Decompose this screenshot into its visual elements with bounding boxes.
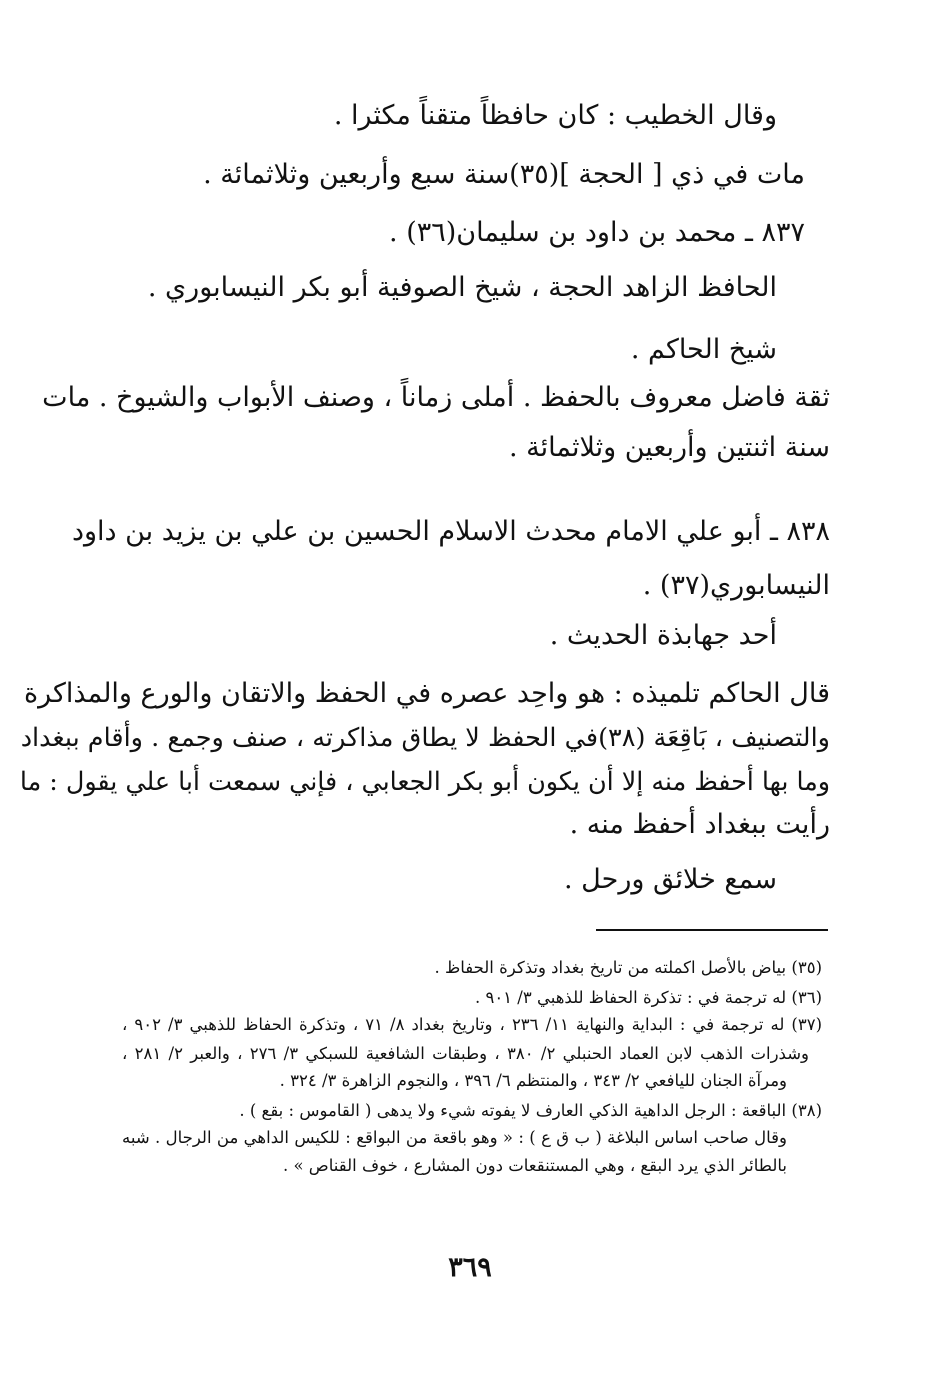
text-line-1: وقال الخطيب : كان حافظاً متقناً مكثرا . (333, 100, 777, 131)
text-line-4: الحافظ الزاهد الحجة ، شيخ الصوفية أبو بكر النيسابوري . (147, 272, 777, 303)
footnote-38-line-1: (٣٨) الباقعة : الرجل الداهية الذكي العارف لا يفوته شيء ولا يدهى ( القاموس : بقع ) . (239, 1101, 822, 1120)
text-line-11: قال الحاكم تلميذه : هو واحِد عصره في الحفظ والاتقان والورع والمذاكرة (24, 678, 830, 709)
text-line-9: النيسابوري(٣٧) . (642, 570, 830, 601)
footnote-37-line-1: (٣٧) له ترجمة في : البداية والنهاية ١١/ ٢٣٦ ، وتاريخ بغداد ٨/ ٧١ ، وتذكرة الحفاظ للذهبي ٣/ ٩٠٢ ، (122, 1015, 823, 1034)
page-number: ٣٦٩ (448, 1252, 492, 1283)
footnote-38-line-3: بالطائر الذي يرد البقع ، وهي المستنقعات دون المشارع ، خوف القناص » . (282, 1156, 787, 1175)
footnote-36: (٣٦) له ترجمة في : تذكرة الحفاظ للذهبي ٣/ ٩٠١ . (474, 988, 822, 1007)
text-line-12: والتصنيف ، بَاقِعَة (٣٨)في الحفظ لا يطاق مذاكرته ، صنف وجمع . وأقام ببغداد (20, 723, 830, 753)
text-line-15: سمع خلائق ورحل . (564, 864, 777, 895)
text-line-14: رأيت ببغداد أحفظ منه . (569, 809, 830, 840)
text-line-13: وما بها أحفظ منه إلا أن يكون أبو بكر الجعابي ، فإني سمعت أبا علي يقول : ما (19, 766, 830, 796)
text-line-6: ثقة فاضل معروف بالحفظ . أملى زماناً ، وصنف الأبواب والشيوخ . مات (42, 382, 830, 413)
text-line-2: مات في ذي [ الحجة ](٣٥)سنة سبع وأربعين وثلاثمائة . (203, 159, 805, 190)
footnote-divider (596, 929, 828, 931)
text-line-3-entry-837: ٨٣٧ ـ محمد بن داود بن سليمان(٣٦) . (389, 217, 805, 248)
text-line-5: شيخ الحاكم . (630, 334, 777, 365)
footnote-37-line-2: وشذرات الذهب لابن العماد الحنبلي ٢/ ٣٨٠ ، وطبقات الشافعية للسبكي ٣/ ٢٧٦ ، والعبر ٢/ ٢٨١ ، (122, 1044, 809, 1063)
text-line-8-entry-838: ٨٣٨ ـ أبو علي الامام محدث الاسلام الحسين بن علي بن يزيد بن داود (71, 516, 830, 547)
text-line-10: أحد جهابذة الحديث . (549, 620, 777, 651)
footnote-35: (٣٥) بياض بالأصل اكملته من تاريخ بغداد وتذكرة الحفاظ . (434, 958, 822, 977)
text-line-7: سنة اثنتين وأربعين وثلاثمائة . (509, 432, 830, 463)
footnote-38-line-2: وقال صاحب اساس البلاغة ( ب ق ع ) : « وهو باقعة من البواقع : للكيس الداهي من الرجال . شبه (122, 1128, 787, 1147)
footnote-37-line-3: ومرآة الجنان لليافعي ٢/ ٣٤٣ ، والمنتظم ٦/ ٣٩٦ ، والنجوم الزاهرة ٣/ ٣٢٤ . (279, 1071, 787, 1090)
